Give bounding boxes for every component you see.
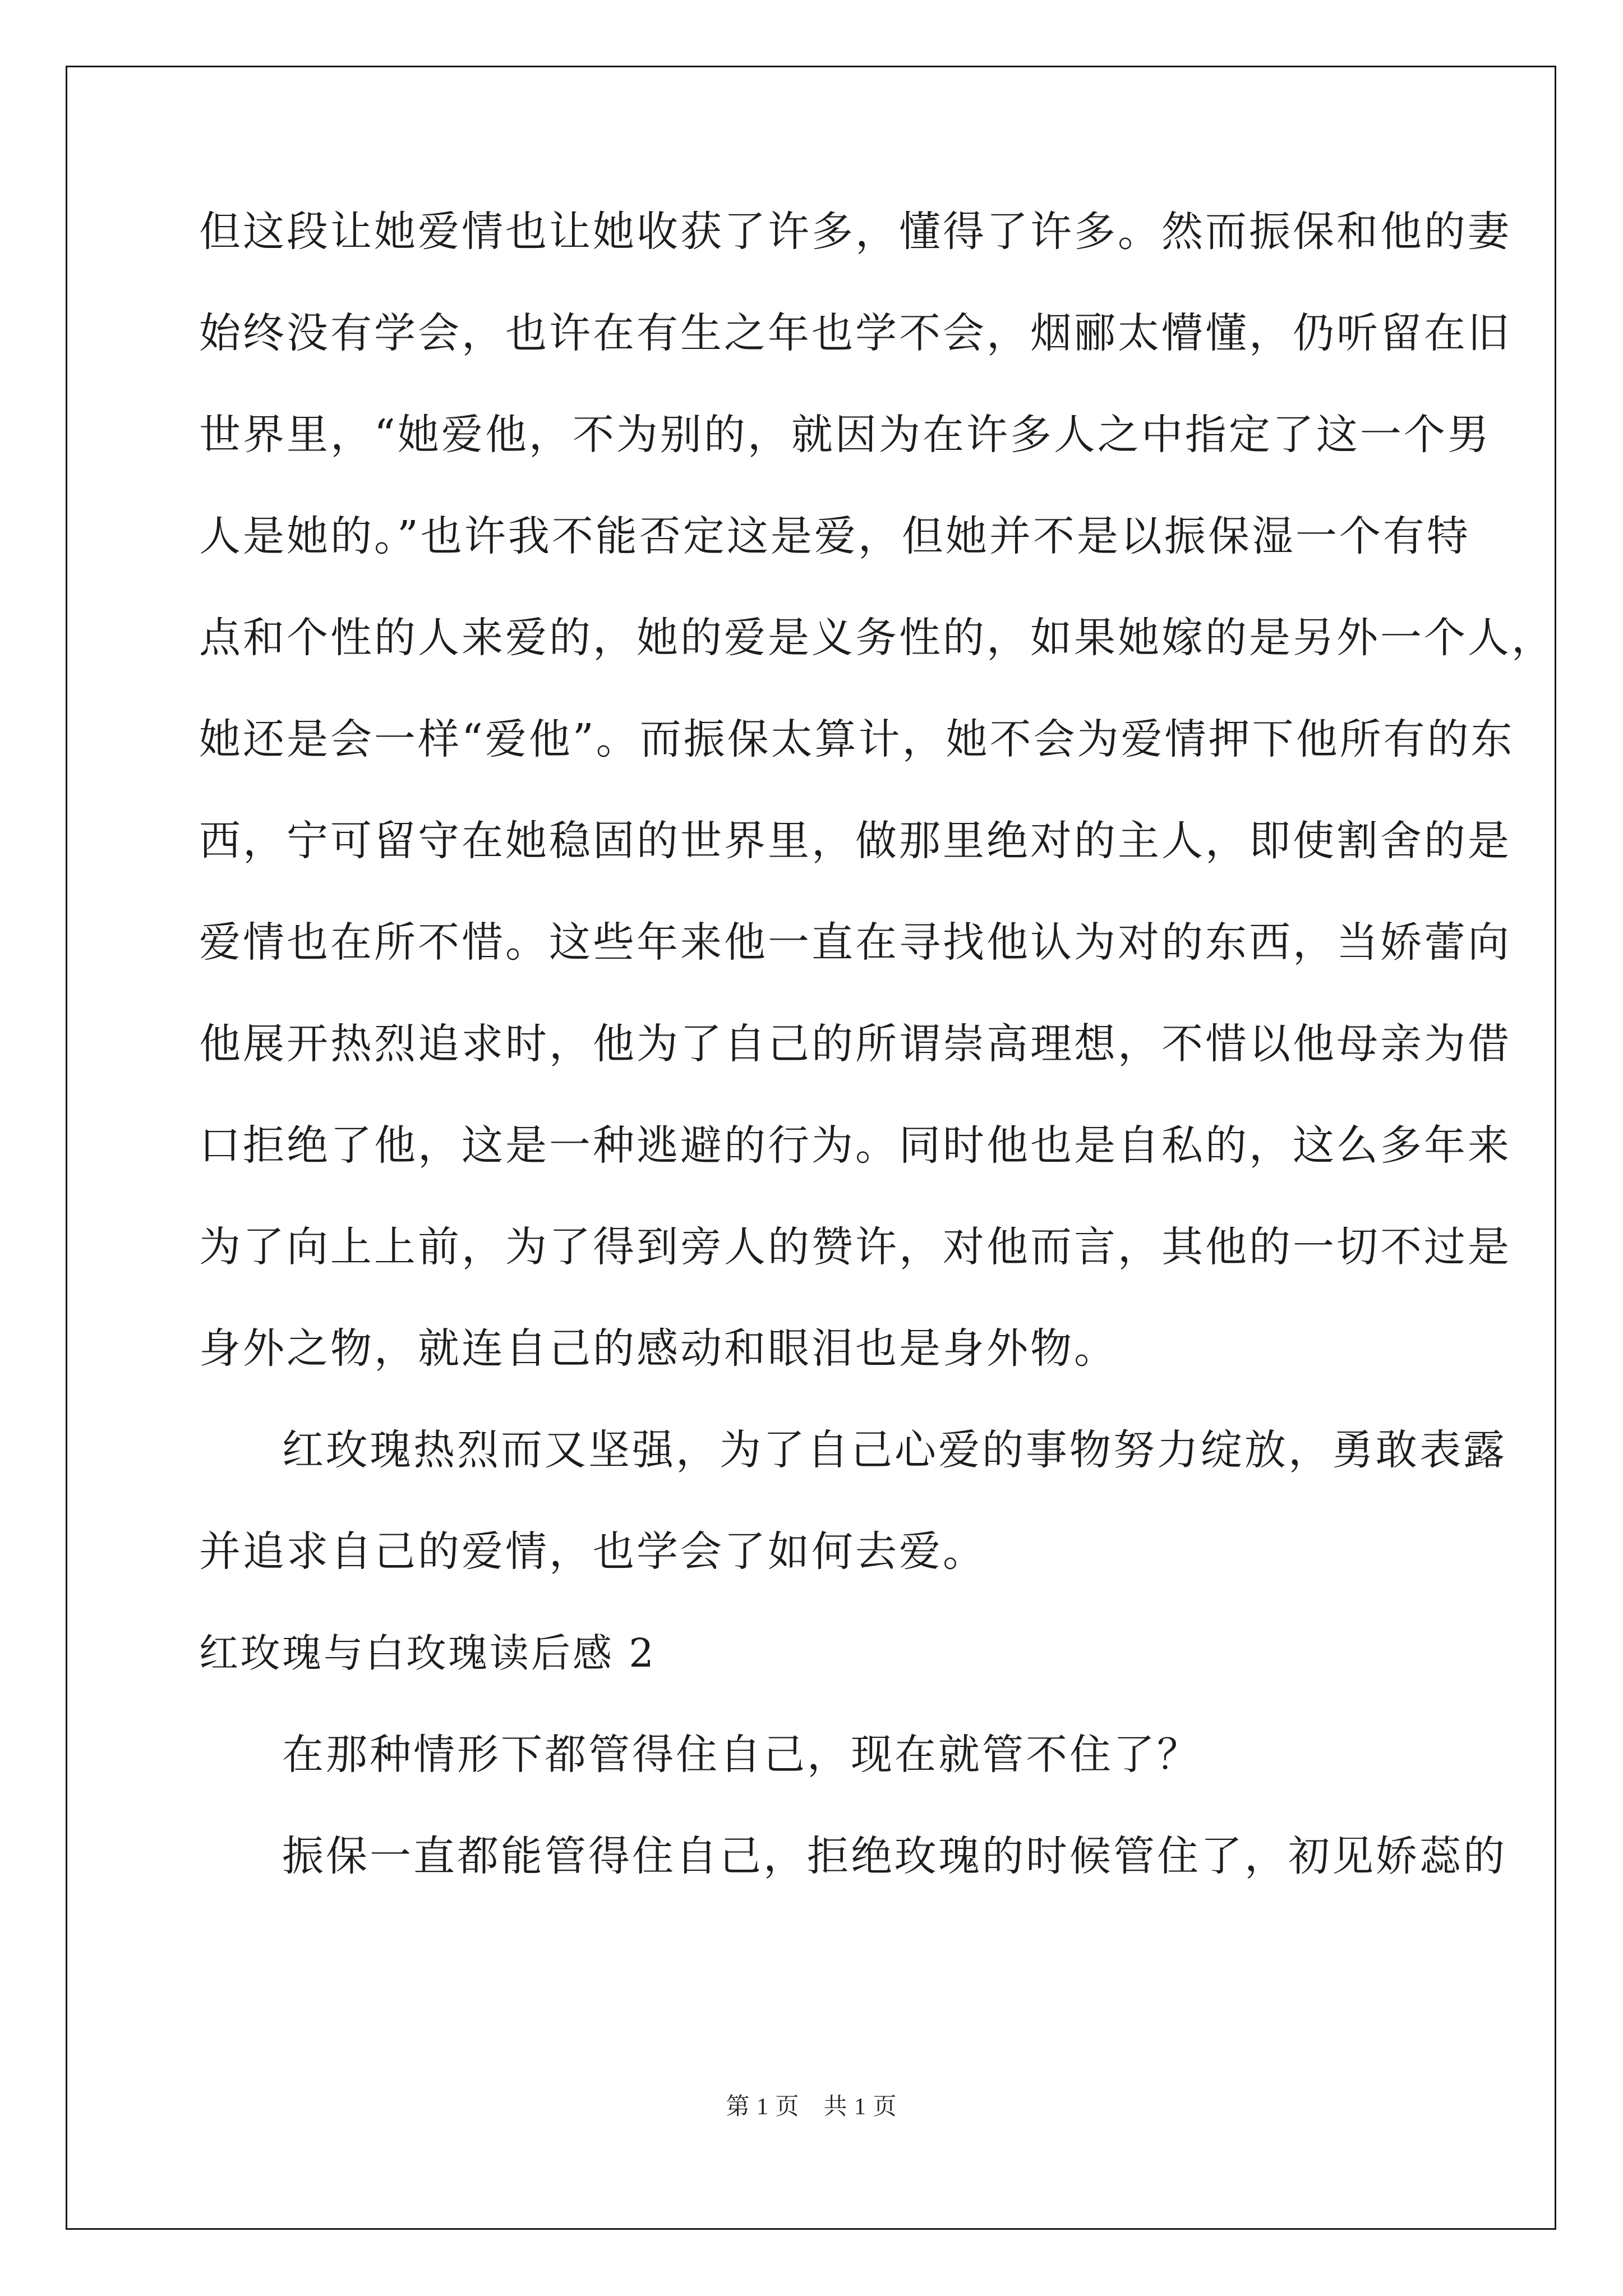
paragraph-line: 人是她的。”也许我不能否定这是爱，但她并不是以振保湿一个有特 (199, 512, 1470, 560)
paragraph-line: 身外之物，就连自己的感动和眼泪也是身外物。 (199, 1324, 1118, 1373)
paragraph-line: 口拒绝了他，这是一种逃避的行为。同时他也是自私的，这么多年来 (199, 1121, 1511, 1170)
paragraph-line: 点和个性的人来爱的，她的爱是义务性的，如果她嫁的是另外一个人， (199, 614, 1555, 662)
paragraph-line: 世界里，“她爱他，不为别的，就因为在许多人之中指定了这一个男 (199, 411, 1491, 459)
section-heading: 红玫瑰与白玫瑰读后感 2 (199, 1630, 656, 1676)
page-footer: 第 1 页 共 1 页 (726, 2094, 897, 2120)
paragraph-line: 但这段让她爱情也让她收获了许多，懂得了许多。然而振保和他的妻 (199, 208, 1511, 256)
paragraph-line: 他展开热烈追求时，他为了自己的所谓崇高理想，不惜以他母亲为借 (199, 1020, 1511, 1068)
paragraph-line: 在那种情形下都管得住自己，现在就管不住了？ (282, 1731, 1201, 1779)
paragraph-line: 红玫瑰热烈而又坚强，为了自己心爱的事物努力绽放，勇敢表露 (282, 1426, 1507, 1474)
paragraph-line: 振保一直都能管得住自己，拒绝玫瑰的时候管住了，初见娇蕊的 (282, 1832, 1507, 1880)
paragraph-line: 爱情也在所不惜。这些年来他一直在寻找他认为对的东西，当娇蕾向 (199, 918, 1511, 967)
paragraph-line: 为了向上上前，为了得到旁人的赞许，对他而言，其他的一切不过是 (199, 1223, 1511, 1271)
paragraph-line: 西，宁可留守在她稳固的世界里，做那里绝对的主人，即使割舍的是 (199, 817, 1511, 865)
paragraph-line: 始终没有学会，也许在有生之年也学不会，烟郦太懵懂，仍听留在旧 (199, 309, 1511, 357)
paragraph-line: 她还是会一样“爱他”。而振保太算计，她不会为爱情押下他所有的东 (199, 715, 1515, 763)
paragraph-line: 并追求自己的爱情，也学会了如何去爱。 (199, 1527, 986, 1576)
